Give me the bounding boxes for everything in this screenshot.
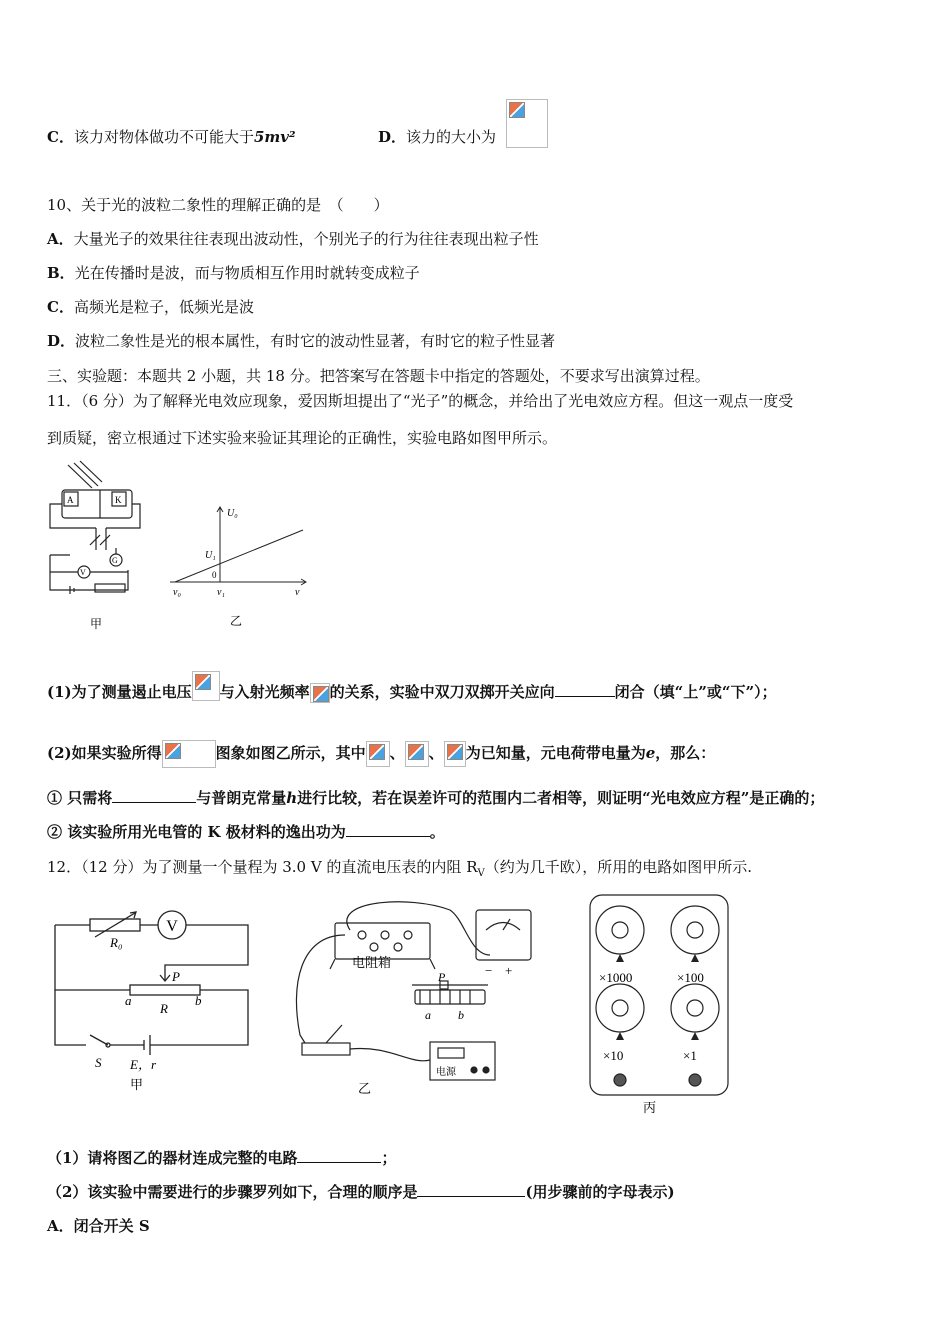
q9-option-d-label: D．: [378, 128, 407, 146]
q12-stem: [47, 857, 752, 884]
answer-blank[interactable]: [346, 822, 430, 837]
q12-figure-bing: [585, 890, 735, 1120]
q11-stem-line2: 到质疑，密立根通过下述实验来验证其理论的正确性，实验电路如图甲所示。: [47, 429, 558, 447]
caption-yi: 乙: [358, 1081, 372, 1096]
q10-option-b-label: B．: [47, 264, 75, 282]
q10-option-c-label: C．: [47, 298, 74, 316]
q12-stem-sub: V: [477, 868, 485, 879]
dial-x1-label: ×1: [683, 1048, 697, 1063]
answer-blank[interactable]: [417, 1182, 525, 1197]
p-label: P: [172, 969, 180, 984]
answer-blank[interactable]: [555, 682, 615, 697]
e-label: E，r: [130, 1057, 157, 1072]
label-a: A: [67, 495, 74, 505]
q12-step-a-label: A．: [47, 1217, 74, 1235]
q12-item2: [47, 1182, 675, 1202]
b-label: b: [458, 1008, 464, 1022]
q11-sub1-a: ① 只需将: [47, 789, 113, 807]
q11-stem-line1: 11．（6 分）为了解释光电效应现象，爱因斯坦提出了“光子”的概念，并给出了光电效应方程。但这一观点一度受: [47, 392, 794, 410]
q10-stem: 10、关于光的波粒二象性的理解正确的是 （ ）: [47, 196, 389, 214]
caption-bing: 丙: [643, 1100, 657, 1115]
q11-part2-b: 图象如图乙所示，其中: [215, 744, 366, 762]
q11-part1: [47, 682, 777, 703]
label-v: V: [80, 568, 86, 577]
q10-option-c: [47, 297, 254, 317]
s-label: S: [95, 1055, 102, 1070]
r-label: R: [160, 1001, 168, 1016]
origin-label: 0: [212, 570, 217, 580]
formula-image-placeholder: [506, 99, 548, 148]
q10-option-a-label: A．: [47, 230, 74, 248]
formula-image-placeholder: [366, 741, 390, 767]
q12-step-a: [47, 1216, 150, 1236]
answer-blank[interactable]: [112, 788, 196, 803]
q11-part1-c: 的关系，实验中双刀双掷开关应向: [329, 683, 555, 701]
q10-option-d-label: D．: [47, 332, 76, 350]
q11-part2-c: 为已知量，元电荷带电量为: [465, 744, 646, 762]
q11-sub2-b: 。: [429, 823, 445, 841]
q11-figure-jia: [40, 460, 150, 635]
q11-part2-sep2: 、: [428, 744, 444, 762]
u1-label: U₁: [205, 550, 216, 561]
voltmeter-label: V: [166, 918, 178, 935]
q9-option-c-text: 该力对物体做功不可能大于: [73, 128, 254, 146]
q10-option-a: [47, 229, 539, 249]
q12-stem-tail: （约为几千欧），所用的电路如图甲所示.: [484, 858, 753, 876]
q12-item1-a: （1）请将图乙的器材连成完整的电路: [47, 1149, 298, 1167]
q11-part1-b: 与入射光频率: [219, 683, 310, 701]
q11-part2: [47, 740, 715, 768]
q10-option-b-text: 光在传播时是波，而与物质相互作用时就转变成粒子: [74, 264, 420, 282]
label-k: K: [115, 495, 122, 505]
formula-image-placeholder: [192, 671, 220, 701]
q11-sub1-b: 与普朗克常量: [196, 789, 287, 807]
q11-part2-d: ，那么：: [655, 744, 716, 762]
nu0-label: ν₀: [173, 587, 181, 598]
resistance-box-label: 电阻箱: [352, 955, 392, 970]
minus-label: −: [485, 963, 493, 978]
p-label: P: [438, 970, 446, 984]
q12-item2-a: （2）该实验中需要进行的步骤罗列如下，合理的顺序是: [47, 1183, 418, 1201]
q11-figure-yi: [165, 500, 315, 635]
formula-image-placeholder: [405, 741, 429, 767]
q11-part1-d: 闭合（填“上”或“下”）；: [614, 683, 777, 701]
q9-option-c-formula: 5mv²: [253, 128, 296, 146]
q12-stem-text: 12．（12 分）为了测量一个量程为 3.0 V 的直流电压表的内阻 R: [47, 858, 478, 876]
dial-x100-label: ×100: [677, 970, 704, 985]
caption-yi: 乙: [230, 614, 243, 628]
caption-jia: 甲: [130, 1077, 144, 1092]
q10-option-d: [47, 331, 555, 351]
formula-image-placeholder: [444, 741, 466, 767]
q10-option-a-text: 大量光子的效果往往表现出波动性，个别光子的行为往往表现出粒子性: [73, 230, 539, 248]
r0-label: R₀: [110, 935, 123, 950]
x-axis-label: ν: [295, 587, 300, 598]
section3-heading: 三、实验题：本题共 2 小题，共 18 分。把答案写在答题卡中指定的答题处，不要求写出演算过程。: [47, 367, 710, 385]
nu1-label: ν₁: [217, 587, 225, 598]
dial-x1000-label: ×1000: [599, 970, 633, 985]
q9-option-d: [378, 127, 496, 147]
plus-label: +: [505, 963, 513, 978]
q12-item2-b: (用步骤前的字母表示): [525, 1183, 675, 1201]
power-label: 电源: [436, 1067, 456, 1078]
q11-part2-a: (2)如果实验所得: [47, 744, 162, 762]
q11-sub2: [47, 822, 445, 842]
dial-x10-label: ×10: [603, 1048, 624, 1063]
q11-sub1-c: 进行比较，若在误差许可的范围内二者相等，则证明“光电效应方程”是正确的；: [297, 789, 825, 807]
answer-blank[interactable]: [297, 1148, 381, 1163]
caption-jia: 甲: [90, 617, 103, 631]
q9-option-c-label: C．: [47, 128, 74, 146]
a-label: a: [425, 1008, 431, 1022]
q9-option-d-text: 该力的大小为: [406, 128, 497, 146]
q11-part1-a: (1)为了测量遏止电压: [47, 683, 192, 701]
b-label: b: [195, 993, 202, 1008]
q11-sub1-h: h: [286, 789, 298, 807]
q12-step-a-text: 闭合开关 S: [73, 1217, 150, 1235]
formula-image-placeholder: [310, 683, 330, 703]
q11-part2-e: e: [645, 744, 656, 762]
q10-option-c-text: 高频光是粒子，低频光是波: [73, 298, 254, 316]
a-label: a: [125, 993, 132, 1008]
q12-item1: [47, 1148, 396, 1168]
formula-image-placeholder: [162, 740, 216, 768]
label-g: G: [112, 556, 118, 565]
q11-sub2-a: ② 该实验所用光电管的 K 极材料的逸出功为: [47, 823, 346, 841]
q9-option-c: [47, 127, 296, 147]
q10-option-d-text: 波粒二象性是光的根本属性，有时它的波动性显著，有时它的粒子性显著: [75, 332, 556, 350]
q11-part2-sep1: 、: [389, 744, 405, 762]
q12-item1-b: ；: [381, 1149, 397, 1167]
y-axis-label: U₀: [227, 508, 238, 519]
q12-figure-jia: [50, 905, 255, 1095]
q12-figure-yi: [290, 895, 555, 1100]
q11-sub1: [47, 788, 824, 808]
q10-option-b: [47, 263, 420, 283]
